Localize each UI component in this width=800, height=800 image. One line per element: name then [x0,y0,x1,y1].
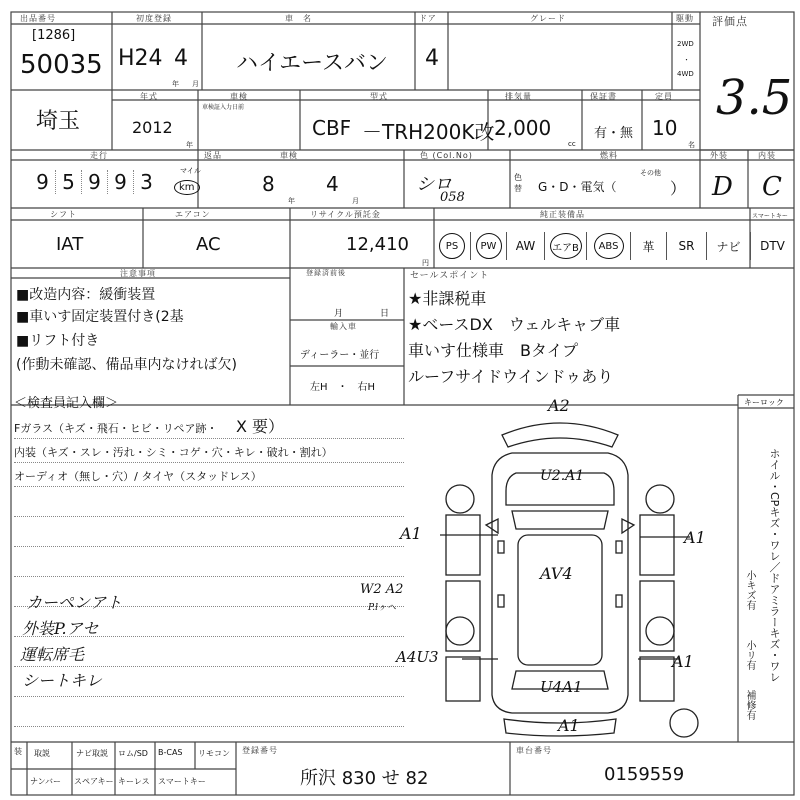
mileage-digits [30,170,159,194]
displacement-unit: cc [568,140,576,148]
caution-item: ■リフト付き [16,333,100,349]
mark-roof: AV4 [540,564,573,583]
side-text: ホイル・CPキズ・ワレ／ドアミラーキズ・ワレ [768,448,781,683]
divider [14,726,404,727]
recycle-label: リサイクル預託金 [310,210,381,219]
fuel-other: その他 [640,169,661,177]
car-name: ハイエースバン [236,51,389,76]
region-value: 埼玉 [36,109,81,134]
year-unit: 年 [172,80,179,88]
insp-year-unit: 年 [288,197,295,205]
equip-ps-label: PS [439,233,465,259]
inspection-fglass: Fガラス（キズ・飛石・ヒビ・リペア跡・ [14,422,218,435]
reg-month: 4 [174,46,188,71]
mark-rear: A1 [558,716,580,735]
plate-value: 所沢 830 せ 82 [300,768,429,789]
selling-label: セールスポイント [410,271,490,281]
insp-month: 4 [326,172,339,196]
displacement-value: 2,000 [494,116,552,140]
front-bumper-shape [502,423,618,447]
lot-number: 50035 [20,50,103,80]
mark-left-slide: W2 A2 [360,582,404,597]
lot-small: [1286] [32,28,76,43]
mark-right-front: A1 [684,528,706,547]
equip-pw-label: PW [476,233,502,259]
shift-value: IAT [56,234,84,255]
insp-month-unit: 月 [352,197,359,205]
mark-left-front: A1 [400,524,422,543]
selling-point: 車いす仕様車 Bタイプ [408,341,579,360]
equip-airbag-label: エアB [550,233,582,259]
caution-item: (作動未確認、備品車内なければ欠) [16,357,237,373]
inspection-label: 車検 [230,92,248,101]
equip-aw-label: AW [515,239,536,253]
score-value: 3.5 [716,70,793,126]
footer-label: スペアキー [74,777,114,786]
equip-airbag [544,232,586,260]
side-small: 小リ有 [744,640,755,670]
key-label: スマートキー [752,213,788,220]
equip-abs [586,232,630,260]
register-month: 月 [334,309,344,319]
mileage-label: 走行 [90,151,108,160]
capacity-label: 定員 [655,92,673,101]
mileage-digit: 9 [30,170,56,194]
footer-label: スマートキー [158,777,206,786]
equip-dtv [750,232,794,260]
mileage-digit: 9 [82,170,108,194]
fuel-label: 燃料 [600,151,618,160]
footer-label: キーレス [118,777,150,786]
color-code: 058 [440,190,465,205]
equip-sr-label: SR [678,239,695,253]
divider [14,438,404,439]
footer-label: ロム/SD [118,749,148,758]
mark-front: A2 [548,396,570,415]
caution-label: 注意事項 [120,269,156,278]
equip-dtv-label: DTV [760,239,785,253]
side-small: 補修有 [744,690,755,720]
divider [14,696,404,697]
warranty-value: 有・無 [594,126,634,141]
interior-grade: C [762,172,782,202]
handwritten-note: シートキレ [22,671,102,690]
model-prefix: CBF [312,116,352,140]
footer-label: B-CAS [158,748,183,757]
equip-abs-label: ABS [594,233,624,259]
equip-leather [630,232,666,260]
handwritten-note: 運転席毛 [20,645,85,664]
drive-sep: ・ [683,56,690,64]
equip-navi-label: ナビ [716,239,741,254]
footer-side-label: 装 [14,747,22,756]
footer-label: 取説 [34,749,50,758]
handwritten-note: 外装P.アセ [22,619,99,638]
selling-point: ★ベースDX ウェルキャブ車 [408,315,621,334]
interior-label: 内装 [758,151,776,160]
displacement-label: 排気量 [505,92,532,101]
capacity-unit: 名 [688,141,695,149]
chassis-label: 車台番号 [516,746,552,755]
dealer-value: ディーラー・並行 [300,350,380,361]
month-unit: 月 [192,80,199,88]
inspection-audio: オーディオ（無し・穴）/ タイヤ（スタッドレス） [14,470,262,483]
register-day: 日 [380,309,390,319]
equip-leather-label: 革 [642,239,655,254]
equip-sr [666,232,706,260]
lot-label: 出品番号 [20,14,56,23]
inspection-note: 車検証入力日前 [202,104,245,111]
row3-inspection-label: 車検 [280,151,298,160]
capacity-value: 10 [652,116,678,140]
mark-left-slide2: P.lヶヘ [368,603,396,613]
divider [14,486,404,487]
shift-label: シフト [50,210,77,219]
mark-right-rear: A1 [672,652,694,671]
divider [14,666,404,667]
drive-4wd: 4WD [677,70,694,78]
mileage-digit: 9 [108,170,134,194]
divider [14,546,404,547]
ac-label: エアコン [175,210,211,219]
recycle-unit: 円 [422,259,429,267]
mileage-digit: 5 [56,170,82,194]
mark-rear-inner: U4A1 [540,678,583,696]
color-value: シロ [416,174,452,195]
region-year-label: 年式 [140,92,158,101]
selling-point: ★非課税車 [408,289,487,308]
era-year: H24 [118,46,163,71]
mark-left-rear: A4U3 [396,648,439,666]
footer-label: リモコン [198,749,230,758]
selling-point: ルーフサイドウインドゥあり [408,367,614,386]
insp-year: 8 [262,172,275,196]
caution-item: ■改造内容：緩衝装置 [16,287,156,303]
doors-label: ドア [419,14,437,23]
handwritten-note: カーペンアト [26,593,123,612]
fglass-mark: X 要） [236,417,285,436]
mark-front-inner: U2.A1 [540,468,585,484]
fuel-close: ） [670,179,687,198]
steering-value: 左H ・ 右H [310,382,376,393]
equip-aw [506,232,544,260]
caution-item: ■車いす固定装置付き(2基 [16,309,184,325]
body-outline-shape [492,453,628,713]
grade-label: グレード [530,14,566,23]
mileage-digit: 3 [140,170,153,194]
footer-label: ナンバー [30,777,62,786]
footer-label: ナビ取説 [76,749,108,758]
warranty-label: 保証書 [590,92,617,101]
model-value: －TRH200K改 [362,120,495,144]
mileage-unit-alt: マイル [180,167,201,175]
recycle-value: 12,410 [346,234,409,255]
divider [14,462,404,463]
fuel-value: G・D・電気（ [538,180,617,194]
score-label: 評価点 [712,15,748,28]
year-value: 2012 [132,118,173,137]
mileage-unit: km [174,180,200,195]
ac-value: AC [196,234,221,255]
side-small: 小キズ有 [744,570,755,610]
equip-pw [470,232,506,260]
chassis-value: 0159559 [604,764,685,785]
import-label: 輸入車 [330,322,357,331]
drive-2wd: 2WD [677,40,694,48]
color-label: 色 (Col.No) [420,151,473,160]
register-label: 登録済前後 [306,269,346,277]
inspection-title: ＜検査員記入欄＞ [14,396,119,411]
inspection-interior: 内装（キズ・スレ・汚れ・シミ・コゲ・穴・キレ・破れ・割れ） [14,446,333,459]
equipment-label: 純正装備品 [540,210,585,219]
divider [14,576,404,577]
repaint-label: 色替 [514,173,522,193]
year-unit-2: 年 [186,141,193,149]
registration-label: 初度登録 [136,14,172,23]
divider [14,516,404,517]
doors-value: 4 [425,46,439,71]
mileage-note: 返品 [204,151,222,160]
equip-navi [706,232,750,260]
plate-label: 登録番号 [242,746,278,755]
equip-ps [434,232,470,260]
keylock-label: キーロック [744,398,784,407]
model-label: 型式 [370,92,388,101]
exterior-grade: D [712,172,733,202]
exterior-label: 外装 [710,151,728,160]
drive-label: 駆動 [676,14,694,23]
car-name-label: 車 名 [285,14,312,23]
